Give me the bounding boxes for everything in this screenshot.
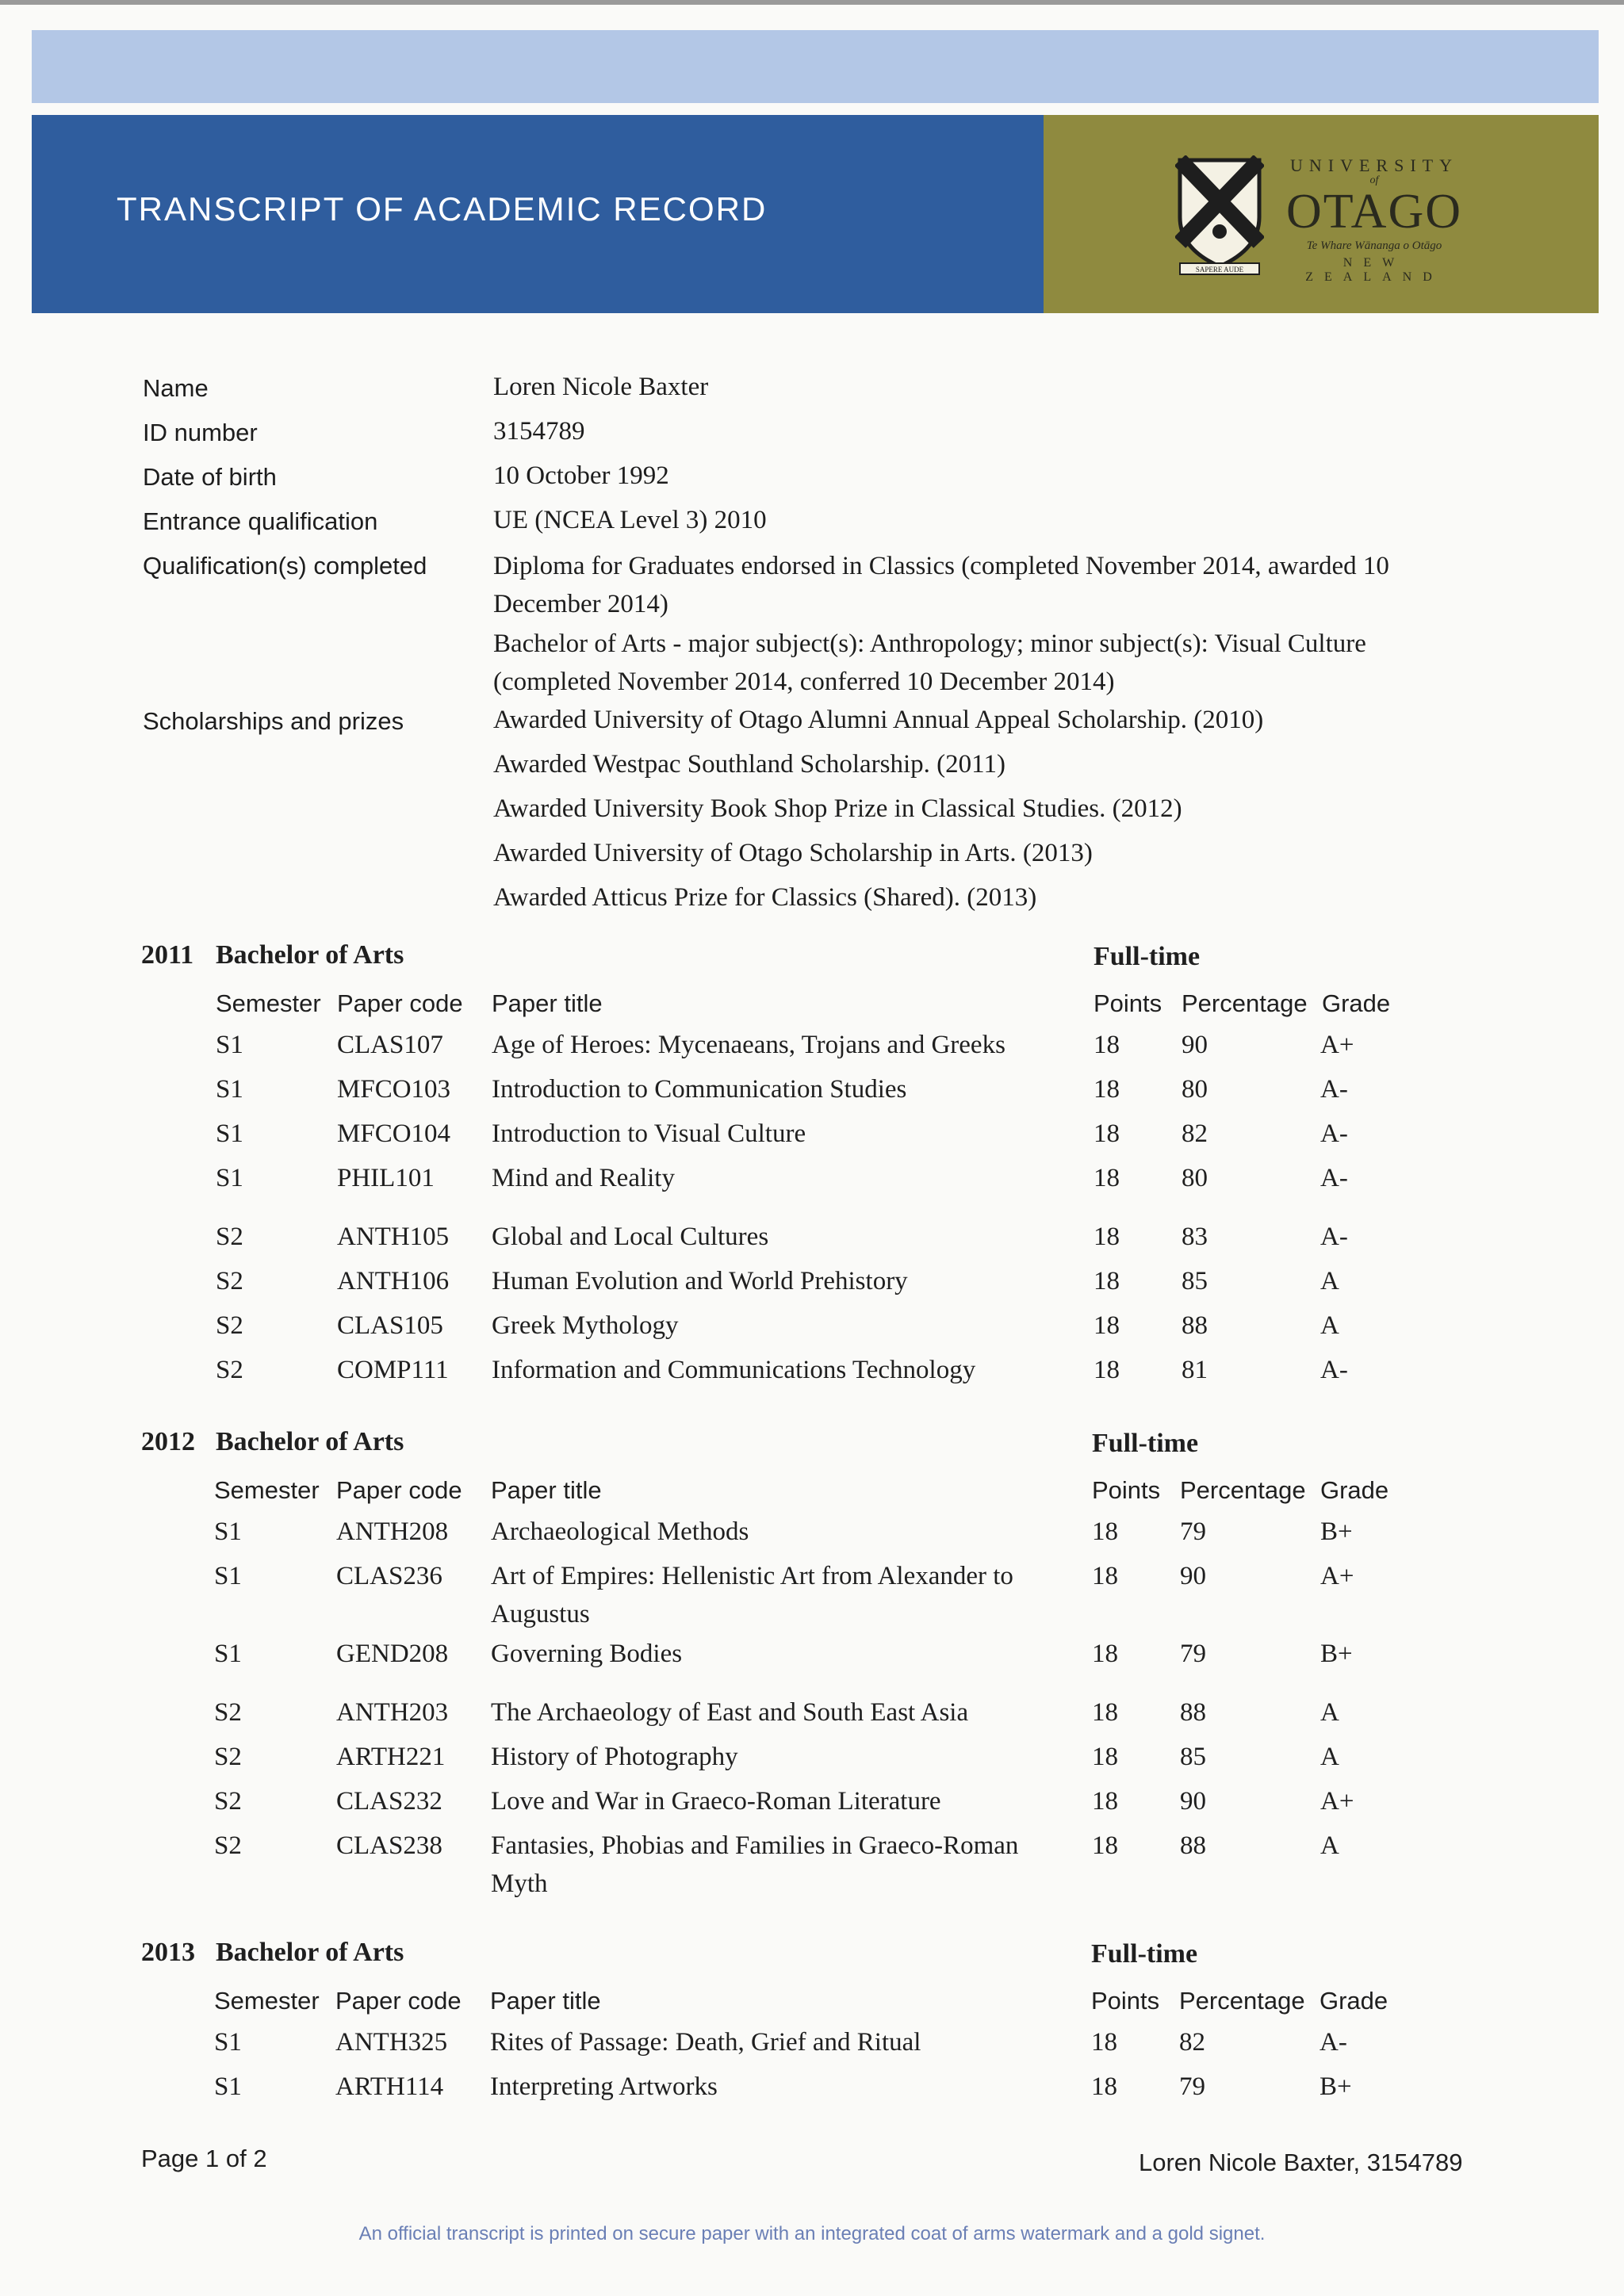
row-percentage: 90 [1182,1031,1208,1059]
row-title: Mind and Reality [492,1164,675,1192]
row-semester: S1 [216,1031,243,1059]
col-semester: Semester [216,989,321,1017]
row-title: Art of Empires: Hellenistic Art from Alexander to Augustus [491,1562,1013,1628]
row-grade: A+ [1320,1787,1354,1816]
document-title: TRANSCRIPT OF ACADEMIC RECORD [117,190,768,228]
row-percentage: 83 [1182,1223,1208,1251]
col-paper-title: Paper title [491,1476,602,1504]
row-grade: A [1320,1743,1339,1771]
row-grade: A- [1320,1223,1348,1251]
scholarship-item: Awarded University of Otago Scholarship in Arts. (2013) [493,839,1093,867]
year-heading: 2011 [141,940,194,970]
col-grade: Grade [1320,1987,1388,2015]
id-label: ID number [143,419,258,446]
row-grade: A- [1320,1119,1348,1148]
row-semester: S2 [216,1356,243,1384]
row-points: 18 [1094,1031,1120,1059]
col-points: Points [1094,989,1162,1017]
row-code: ANTH105 [337,1223,450,1251]
name-label: Name [143,374,209,402]
row-semester: S2 [214,1698,242,1727]
col-percentage: Percentage [1180,1476,1306,1504]
row-semester: S1 [214,2072,242,2101]
row-percentage: 90 [1180,1787,1206,1816]
row-code: MFCO103 [337,1075,451,1104]
row-semester: S2 [214,1743,242,1771]
row-percentage: 90 [1180,1562,1206,1590]
row-grade: A [1320,1267,1339,1295]
row-percentage: 79 [1180,1640,1206,1668]
col-grade: Grade [1320,1476,1389,1504]
row-points: 18 [1091,2028,1117,2057]
col-paper-title: Paper title [490,1987,601,2015]
row-grade: A+ [1320,1031,1354,1059]
row-grade: A- [1320,1356,1348,1384]
wordmark-country: NEW ZEALAND [1305,256,1443,284]
row-title: Introduction to Communication Studies [492,1075,907,1104]
row-percentage: 88 [1182,1311,1208,1340]
col-semester: Semester [214,1987,320,2015]
row-points: 18 [1091,2072,1117,2101]
row-points: 18 [1094,1164,1120,1192]
row-points: 18 [1094,1267,1120,1295]
row-points: 18 [1094,1119,1120,1148]
row-code: CLAS238 [336,1831,442,1860]
qualification-item: Diploma for Graduates endorsed in Classics (completed November 2014, awarded 10 December 2014) [493,552,1389,618]
row-grade: A- [1320,1075,1348,1104]
row-grade: B+ [1320,2072,1352,2101]
university-crest-icon [1175,155,1264,277]
row-semester: S1 [216,1164,243,1192]
row-points: 18 [1094,1075,1120,1104]
row-percentage: 79 [1180,1517,1206,1546]
col-paper-code: Paper code [336,1476,462,1504]
row-code: ANTH203 [336,1698,449,1727]
scholarship-item: Awarded Westpac Southland Scholarship. (2011) [493,750,1005,779]
wordmark-otago: OTAGO [1285,185,1462,239]
row-percentage: 82 [1182,1119,1208,1148]
quals-label: Qualification(s) completed [143,552,427,580]
entrance-value: UE (NCEA Level 3) 2010 [493,506,767,534]
col-percentage: Percentage [1179,1987,1305,2015]
row-title: Human Evolution and World Prehistory [492,1267,908,1295]
row-title: Greek Mythology [492,1311,679,1340]
row-grade: B+ [1320,1640,1353,1668]
wordmark-maori: Te Whare Wānanga o Otāgo [1306,239,1442,252]
row-grade: A- [1320,2028,1347,2057]
col-paper-code: Paper code [335,1987,462,2015]
row-title: Global and Local Cultures [492,1223,769,1251]
degree-heading: Bachelor of Arts [216,940,404,970]
degree-heading: Bachelor of Arts [216,1938,404,1967]
study-mode: Full-time [1092,1429,1199,1458]
row-code: GEND208 [336,1640,449,1668]
col-points: Points [1092,1476,1161,1504]
row-semester: S2 [216,1267,243,1295]
row-points: 18 [1092,1743,1118,1771]
row-semester: S2 [214,1787,242,1816]
col-grade: Grade [1322,989,1391,1017]
row-code: ANTH208 [336,1517,449,1546]
dob-label: Date of birth [143,463,277,491]
entrance-label: Entrance qualification [143,507,378,535]
row-code: ARTH221 [336,1743,446,1771]
row-title: Introduction to Visual Culture [492,1119,806,1148]
row-percentage: 81 [1182,1356,1208,1384]
row-points: 18 [1094,1356,1120,1384]
row-points: 18 [1092,1640,1118,1668]
page-number: Page 1 of 2 [141,2145,267,2172]
row-percentage: 80 [1182,1164,1208,1192]
scholarship-item: Awarded University Book Shop Prize in Classical Studies. (2012) [493,794,1182,823]
scholarships-label: Scholarships and prizes [143,707,404,735]
footer-student: Loren Nicole Baxter, 3154789 [1139,2149,1463,2176]
study-mode: Full-time [1094,942,1201,971]
qualification-item: Bachelor of Arts - major subject(s): Anthropology; minor subject(s): Visual Culture (completed November 2014, conferred 10 December 2014) [493,629,1366,696]
row-points: 18 [1092,1787,1118,1816]
wordmark-university: UNIVERSITY [1290,155,1458,175]
row-title: Love and War in Graeco-Roman Literature [491,1787,941,1816]
row-title: Fantasies, Phobias and Families in Graeco-Roman Myth [491,1831,1019,1898]
row-points: 18 [1094,1311,1120,1340]
row-title: Archaeological Methods [491,1517,749,1546]
col-percentage: Percentage [1182,989,1308,1017]
row-semester: S1 [214,1640,242,1668]
row-title: History of Photography [491,1743,738,1771]
degree-heading: Bachelor of Arts [216,1427,404,1456]
university-wordmark [1283,155,1465,285]
row-title: The Archaeology of East and South East Asia [491,1698,969,1727]
crest-motto: SAPERE AUDE [1195,266,1244,274]
row-code: ANTH325 [335,2028,448,2057]
col-paper-code: Paper code [337,989,463,1017]
col-paper-title: Paper title [492,989,603,1017]
year-heading: 2013 [141,1938,195,1967]
row-code: COMP111 [337,1356,449,1384]
row-grade: A [1320,1698,1339,1727]
row-grade: A- [1320,1164,1348,1192]
row-percentage: 82 [1179,2028,1205,2057]
row-percentage: 85 [1180,1743,1206,1771]
top-border [0,0,1624,5]
row-percentage: 85 [1182,1267,1208,1295]
row-points: 18 [1092,1831,1118,1860]
row-points: 18 [1092,1517,1118,1546]
row-code: CLAS105 [337,1311,443,1340]
row-semester: S1 [216,1075,243,1104]
security-notice: An official transcript is printed on secure paper with an integrated coat of arms watermark and a gold signet. [358,2223,1266,2244]
row-points: 18 [1092,1698,1118,1727]
row-semester: S1 [214,1517,242,1546]
row-code: MFCO104 [337,1119,451,1148]
row-title: Governing Bodies [491,1640,683,1668]
study-mode: Full-time [1091,1939,1198,1969]
header-light-band [32,30,1599,103]
row-grade: A [1320,1311,1339,1340]
row-percentage: 80 [1182,1075,1208,1104]
col-semester: Semester [214,1476,320,1504]
row-code: CLAS107 [337,1031,443,1059]
row-points: 18 [1094,1223,1120,1251]
student-id: 3154789 [493,417,585,446]
row-semester: S2 [214,1831,242,1860]
row-title: Information and Communications Technology [492,1356,976,1384]
row-semester: S1 [214,1562,242,1590]
row-title: Rites of Passage: Death, Grief and Ritual [490,2028,921,2057]
scholarship-item: Awarded Atticus Prize for Classics (Shared). (2013) [493,883,1037,912]
row-code: CLAS232 [336,1787,442,1816]
row-code: CLAS236 [336,1562,442,1590]
row-grade: B+ [1320,1517,1353,1546]
row-semester: S1 [216,1119,243,1148]
col-points: Points [1091,1987,1160,2015]
scholarship-item: Awarded University of Otago Alumni Annual Appeal Scholarship. (2010) [493,706,1264,734]
row-percentage: 88 [1180,1698,1206,1727]
row-percentage: 79 [1179,2072,1205,2101]
row-points: 18 [1092,1562,1118,1590]
row-percentage: 88 [1180,1831,1206,1860]
row-code: ARTH114 [335,2072,444,2101]
row-title: Age of Heroes: Mycenaeans, Trojans and Greeks [492,1031,1005,1059]
row-title: Interpreting Artworks [490,2072,718,2101]
row-semester: S1 [214,2028,242,2057]
year-heading: 2012 [141,1427,195,1456]
row-semester: S2 [216,1223,243,1251]
row-code: PHIL101 [337,1164,435,1192]
row-grade: A [1320,1831,1339,1860]
row-semester: S2 [216,1311,243,1340]
wordmark-of: of [1369,174,1379,186]
student-name: Loren Nicole Baxter [493,373,709,401]
row-grade: A+ [1320,1562,1354,1590]
student-dob: 10 October 1992 [493,461,669,490]
row-code: ANTH106 [337,1267,450,1295]
